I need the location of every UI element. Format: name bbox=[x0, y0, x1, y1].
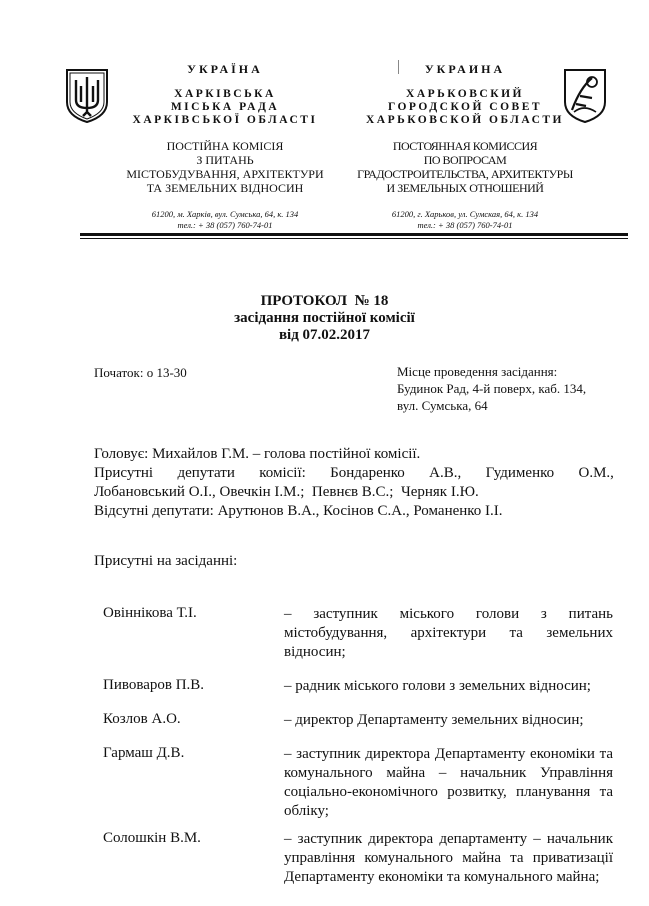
commission-name-ua: ПОСТІЙНА КОМІСІЯ З ПИТАНЬ МІСТОБУДУВАННЯ, АРХІТЕКТУРИ ТА ЗЕМЕЛЬНИХ ВІДНОСИН bbox=[126, 139, 324, 195]
attendee-role: – заступник міського голови з питань містобудування, архітектури та земельних відносин; bbox=[284, 606, 613, 660]
address-ua: 61200, м. Харків, вул. Сумська, 64, к. 134 тел.: + 38 (057) 760-74-01 bbox=[151, 209, 299, 230]
protocol-subtitle: засідання постійної комісії bbox=[234, 310, 415, 326]
header-rule-thin bbox=[80, 238, 628, 239]
protocol-title bbox=[0, 293, 649, 344]
chair-line: Головує: Михайлов Г.М. – голова постійної комісії. bbox=[94, 446, 421, 462]
commission-name-ru: ПОСТОЯННАЯ КОМИССИЯ ПО ВОПРОСАМ ГРАДОСТРОИТЕЛЬСТВА, АРХИТЕКТУРЫ И ЗЕМЕЛЬНЫХ ОТНОШЕНИЙ bbox=[357, 139, 573, 195]
header-rule-thick bbox=[80, 233, 628, 236]
address-ru: 61200, г. Харьков, ул. Сумская, 64, к. 134 тел.: + 38 (057) 760-74-01 bbox=[391, 209, 539, 230]
present-deputies-line: Присутні депутати комісії: Бондаренко А.В., Гудименко О.М., bbox=[94, 465, 614, 481]
header-left bbox=[100, 62, 350, 231]
council-name-ua: ХАРКІВСЬКА МІСЬКА РАДА ХАРКІВСЬКОЇ ОБЛАСТІ bbox=[132, 88, 318, 126]
present-deputies-continued: Лобановський О.І., Овечкін І.М.; Певнєв В.С.; Черняк І.Ю. bbox=[94, 484, 479, 500]
country-name-ru: УКРАИНА bbox=[424, 62, 506, 76]
attendance-block bbox=[94, 445, 614, 521]
attendee-role: – заступник директора департаменту – начальник управління комунального майна та приватизації Департаменту економіки та комунального майна; bbox=[284, 831, 613, 885]
present-at-meeting-heading: Присутні на засіданні: bbox=[94, 553, 238, 569]
attendee-name: Гармаш Д.В. bbox=[103, 745, 185, 761]
attendee-name: Овіннікова Т.І. bbox=[103, 605, 197, 621]
country-name-ua: УКРАЇНА bbox=[187, 62, 263, 76]
attendee-name: Козлов А.О. bbox=[103, 711, 181, 727]
meeting-venue: Місце проведення засідання: Будинок Рад, 4-й поверх, каб. 134, вул. Сумська, 64 bbox=[397, 364, 587, 413]
attendee-name: Солошкін В.М. bbox=[103, 830, 201, 846]
attendee-role: – заступник директора Департаменту економіки та комунального майна – начальник Управління соціально-економічного розвитку, планування та обліку; bbox=[284, 746, 613, 819]
council-name-ru: ХАРЬКОВСКИЙ ГОРОДСКОЙ СОВЕТ ХАРЬКОВСКОЙ ОБЛАСТИ bbox=[365, 88, 564, 126]
attendee-role: – директор Департаменту земельних відносин; bbox=[284, 712, 584, 728]
absent-deputies-line: Відсутні депутати: Арутюнов В.А., Косінов С.А., Романенко І.І. bbox=[94, 503, 503, 519]
header-right bbox=[330, 62, 600, 231]
meeting-start-time: Початок: о 13-30 bbox=[94, 365, 187, 380]
attendee-role: – радник міського голови з земельних відносин; bbox=[284, 678, 591, 694]
protocol-number: ПРОТОКОЛ № 18 bbox=[260, 293, 389, 309]
protocol-date: від 07.02.2017 bbox=[278, 327, 371, 343]
attendee-name: Пивоваров П.В. bbox=[103, 677, 205, 693]
